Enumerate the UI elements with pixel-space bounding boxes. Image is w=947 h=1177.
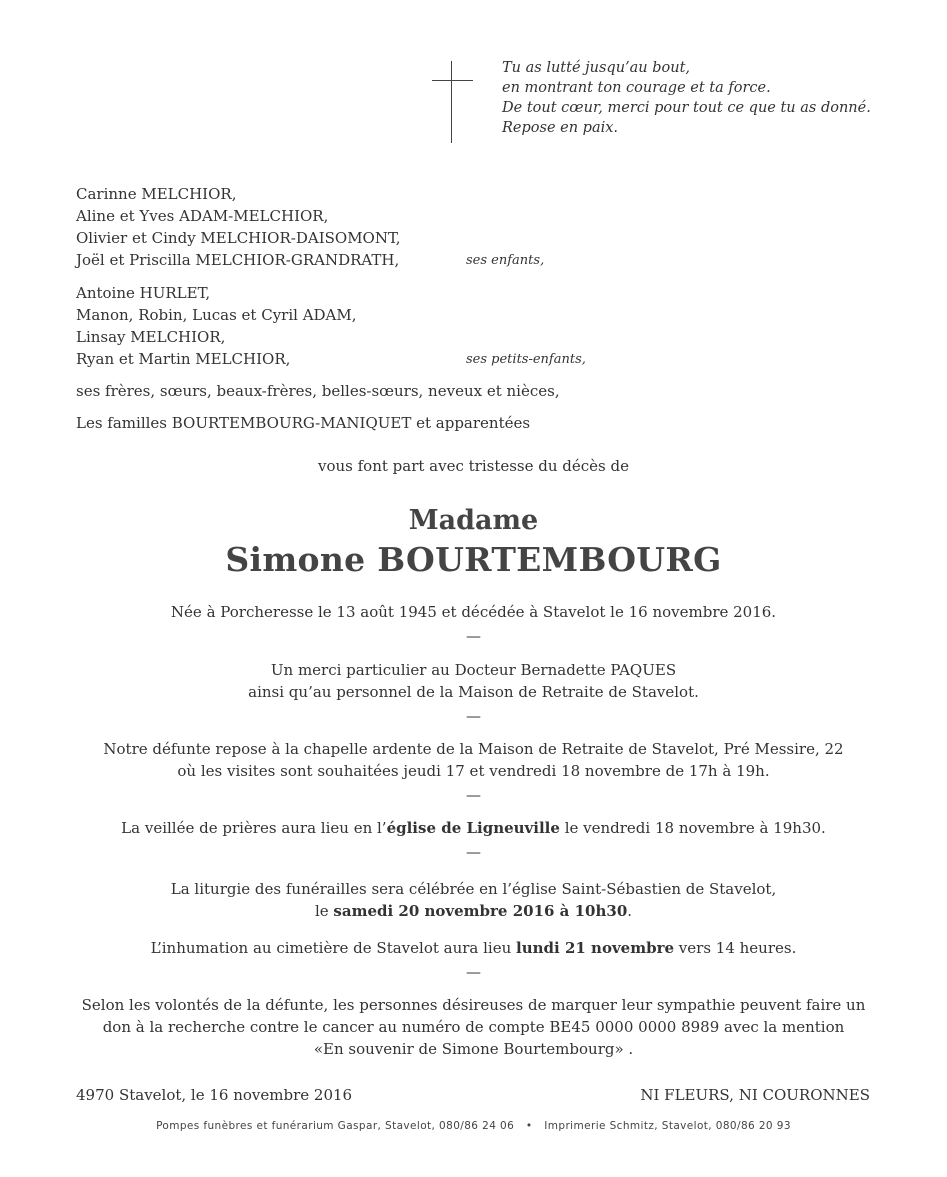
separator-dash: — (466, 963, 481, 981)
poem-line: De tout cœur, merci pour tout ce que tu as donné. (502, 100, 871, 116)
announcement: vous font part avec tristesse du décès de (317, 457, 629, 475)
birth-death-line: Née à Porcheresse le 13 août 1945 et décédée à Stavelot le 16 novembre 2016. (170, 603, 777, 621)
separator-dash: — (466, 707, 481, 725)
burial-date: lundi 21 novembre (516, 939, 675, 957)
rest-line: où les visites sont souhaitées jeudi 17 et vendredi 18 novembre de 17h à 19h. (177, 762, 770, 780)
deceased-name: Simone BOURTEMBOURG (225, 540, 722, 579)
funeral-date-line (0, 900, 947, 922)
deceased-title: Madame (408, 505, 539, 536)
donation-line: don à la recherche contre le cancer au numéro de compte BE45 0000 0000 8989 avec la mention (102, 1018, 845, 1036)
thanks-line: Un merci particulier au Docteur Bernadette PAQUES (270, 661, 677, 679)
thanks-line: ainsi qu’au personnel de la Maison de Retraite de Stavelot. (248, 683, 699, 701)
child-entry: Olivier et Cindy MELCHIOR-DAISOMONT, (76, 229, 401, 247)
vigil-text-end: le vendredi 18 novembre à 19h30. (559, 819, 826, 837)
poem (502, 58, 871, 138)
grandchild-entry: Linsay MELCHIOR, (76, 328, 226, 346)
vigil-line (0, 817, 947, 839)
separator-dash: — (466, 786, 481, 804)
funeral-date-prefix: le (314, 902, 334, 920)
siblings-line: ses frères, sœurs, beaux-frères, belles-sœurs, neveux et nièces, (76, 382, 560, 400)
separator-dash: — (466, 843, 481, 861)
grandchildren-label: ses petits-enfants, (466, 352, 586, 367)
grandchild-entry: Manon, Robin, Lucas et Cyril ADAM, (76, 306, 357, 324)
cross-icon-bar (432, 80, 473, 81)
footer (0, 1120, 947, 1132)
separator-dash: — (466, 627, 481, 645)
vigil-place: église de Ligneuville (386, 819, 560, 837)
poem-line: Tu as lutté jusqu’au bout, (502, 60, 691, 76)
rest-line: Notre défunte repose à la chapelle ardente de la Maison de Retraite de Stavelot, Pré Messire, 22 (103, 740, 844, 758)
vigil-text: La veillée de prières aura lieu en l’ (121, 819, 387, 837)
poem-line: Repose en paix. (502, 120, 619, 136)
burial-text-end: vers 14 heures. (674, 939, 797, 957)
funeral-line: La liturgie des funérailles sera célébrée en l’église Saint-Sébastien de Stavelot, (170, 880, 777, 898)
children-label: ses enfants, (466, 253, 545, 268)
burial-line (0, 937, 947, 959)
child-entry: Joël et Priscilla MELCHIOR-GRANDRATH, (76, 251, 400, 269)
families-line: Les familles BOURTEMBOURG-MANIQUET et apparentées (76, 414, 531, 432)
poem-line: en montrant ton courage et ta force. (502, 80, 771, 96)
burial-text: L’inhumation au cimetière de Stavelot aura lieu (150, 939, 517, 957)
donation-line: «En souvenir de Simone Bourtembourg» . (313, 1040, 634, 1058)
no-flowers-notice: NI FLEURS, NI COURONNES (640, 1086, 870, 1104)
grandchild-entry: Antoine HURLET, (76, 284, 211, 302)
child-entry: Aline et Yves ADAM-MELCHIOR, (76, 207, 329, 225)
donation-line: Selon les volontés de la défunte, les personnes désireuses de marquer leur sympathie peuvent faire un (81, 996, 866, 1014)
funeral-home-info: Pompes funèbres et funérarium Gaspar, Stavelot, 080/86 24 06 (156, 1120, 515, 1132)
printer-info: Imprimerie Schmitz, Stavelot, 080/86 20 93 (544, 1120, 791, 1132)
grandchildren-list (76, 282, 357, 370)
footer-separator: • (525, 1120, 533, 1132)
cross-icon (451, 61, 452, 143)
funeral-date-suffix: . (627, 902, 633, 920)
place-date: 4970 Stavelot, le 16 novembre 2016 (76, 1086, 353, 1104)
child-entry: Carinne MELCHIOR, (76, 185, 237, 203)
grandchild-entry: Ryan et Martin MELCHIOR, (76, 350, 291, 368)
children-list (76, 183, 401, 271)
funeral-date: samedi 20 novembre 2016 à 10h30 (333, 902, 628, 920)
